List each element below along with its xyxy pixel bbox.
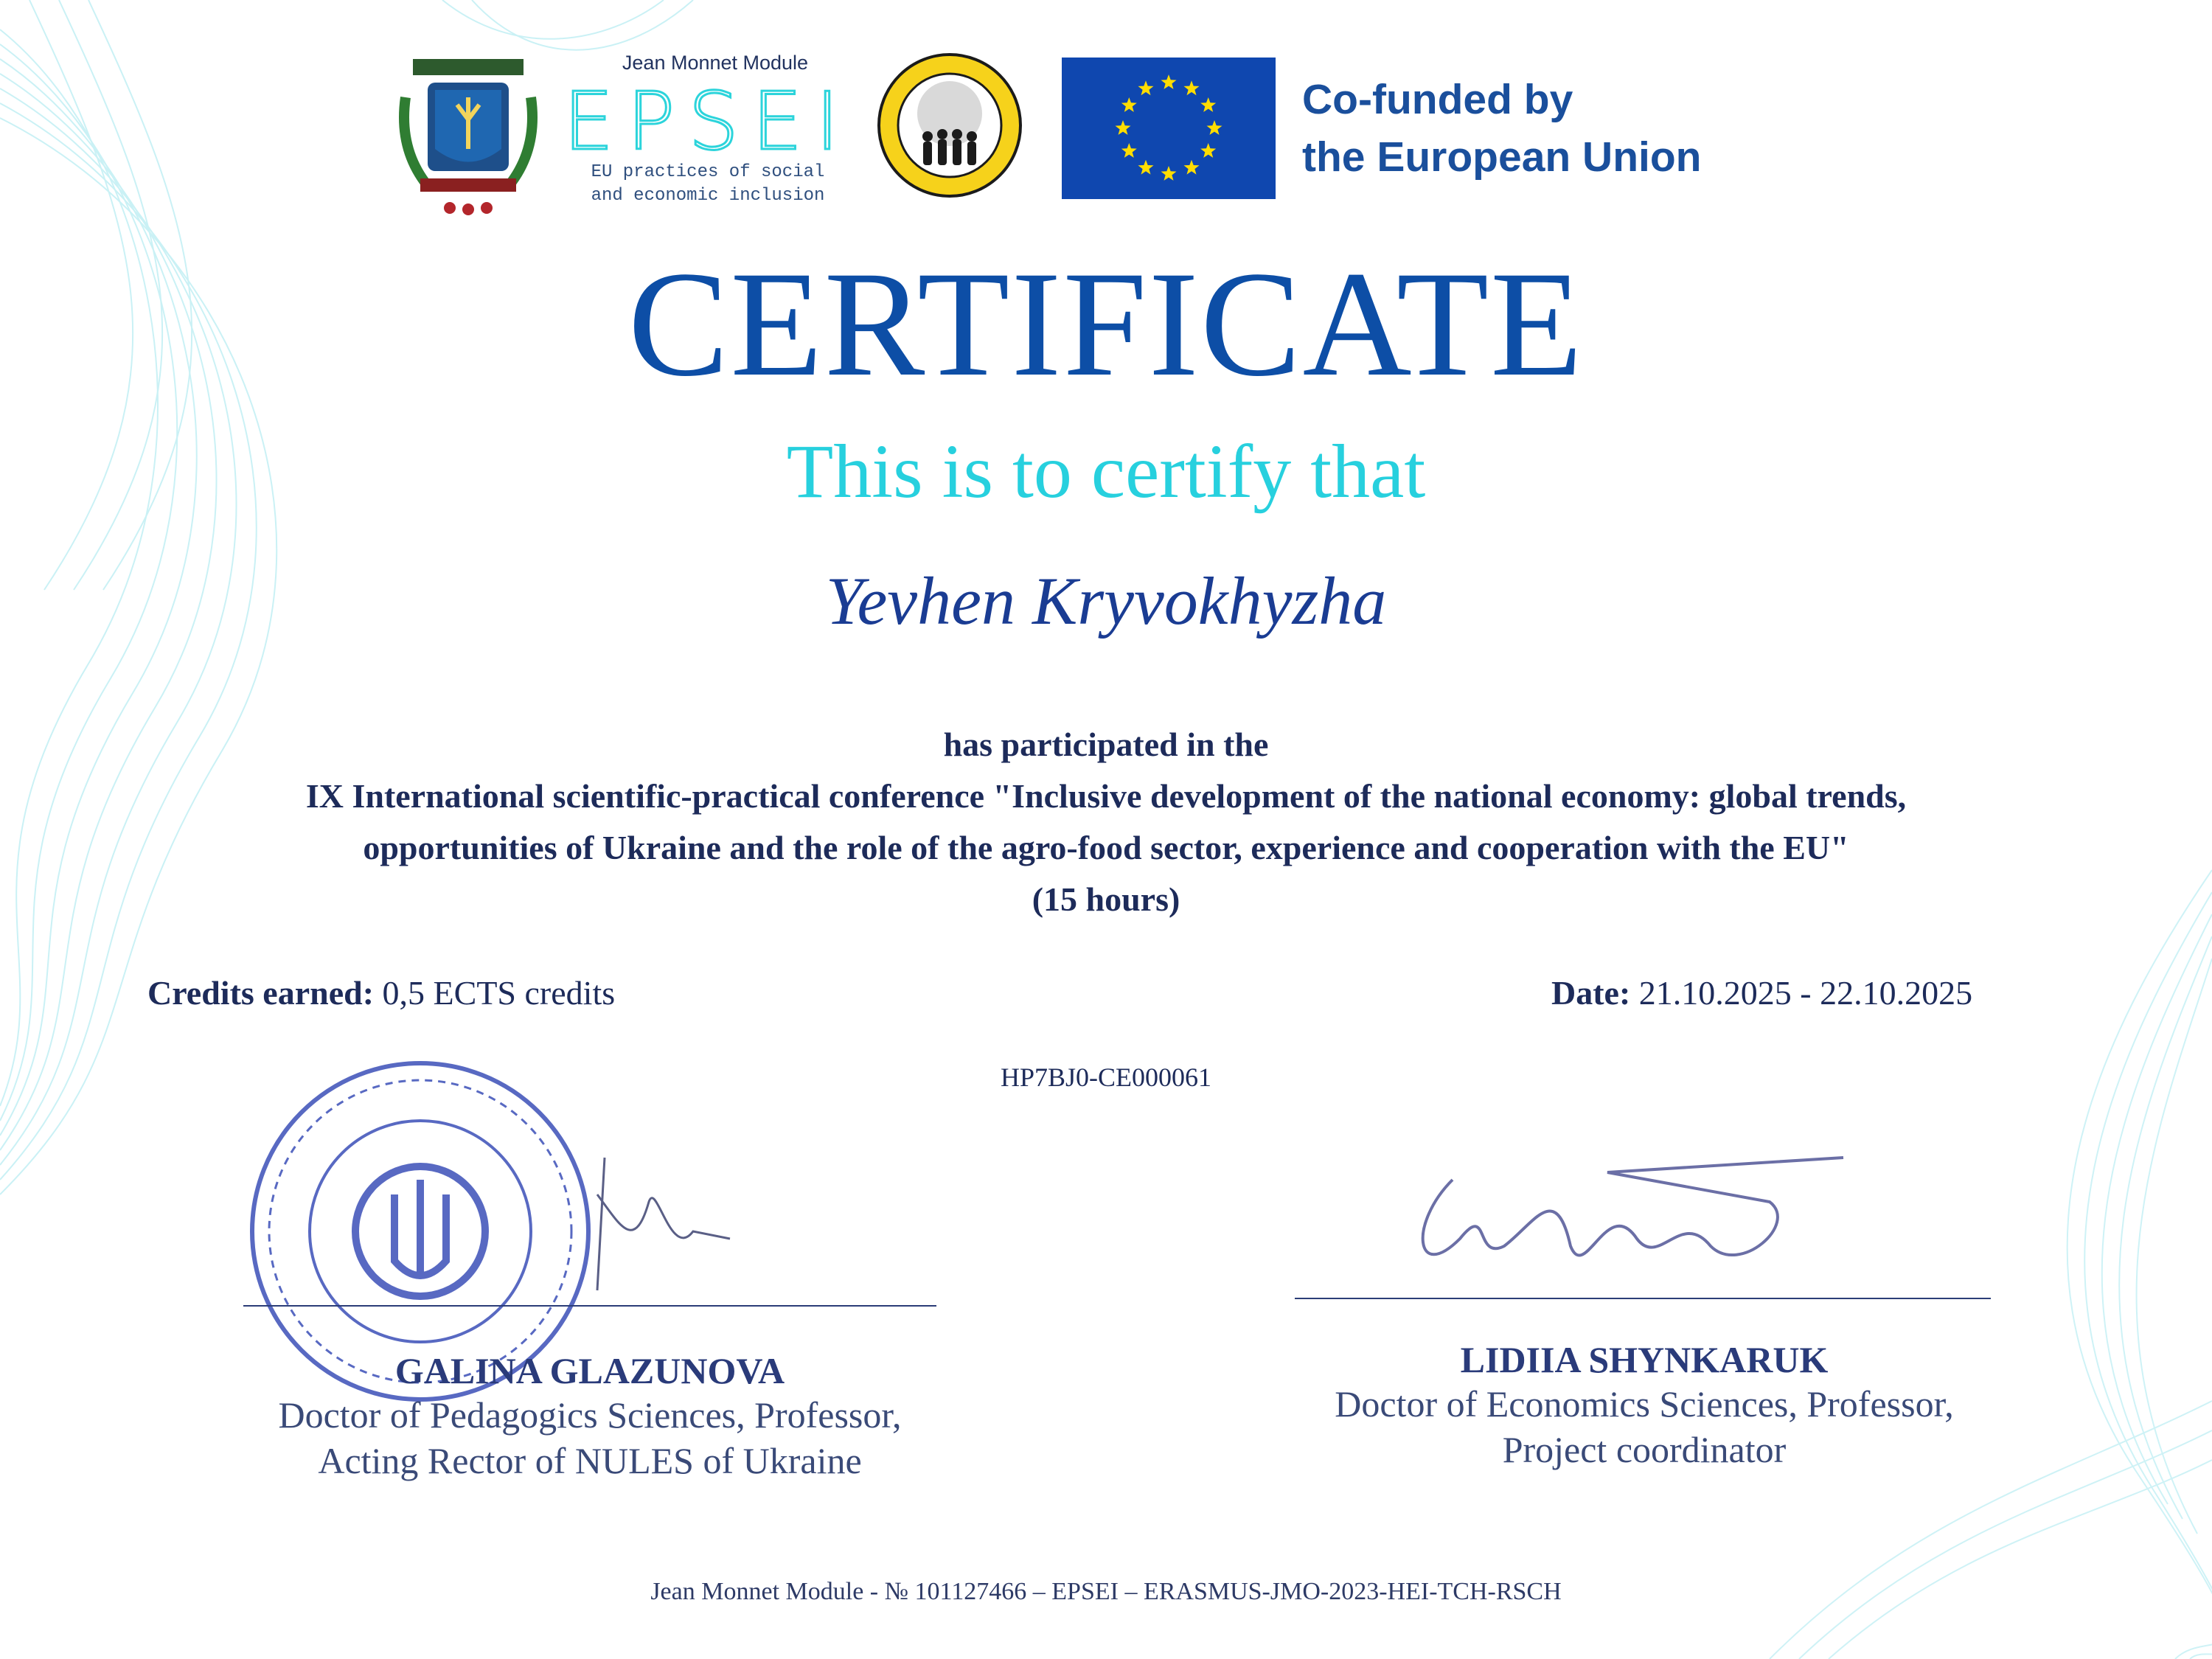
signatory-left-role1: Doctor of Pedagogics Sciences, Professor, — [278, 1394, 902, 1436]
signatory-right-name: LIDIIA SHYNKARUK — [1460, 1339, 1829, 1380]
event-date — [1551, 973, 1972, 1012]
svg-text:EPSEI: EPSEI — [563, 81, 853, 162]
event-description — [0, 719, 2212, 925]
recipient-name: Yevhen Kryvokhyzha — [825, 563, 1387, 639]
credits-earned — [147, 973, 615, 1012]
date-label: Date: — [1551, 974, 1631, 1012]
participated-line: has participated in the — [943, 726, 1269, 763]
signatory-left-role2: Acting Rector of NULES of Ukraine — [318, 1440, 862, 1481]
signatory-left — [258, 1349, 922, 1484]
signatory-left-name: GALINA GLAZUNOVA — [394, 1350, 785, 1391]
credits-label: Credits earned: — [147, 974, 375, 1012]
certify-line: This is to certify that — [786, 429, 1426, 514]
credits-value: 0,5 ECTS credits — [382, 974, 616, 1012]
signature-right — [1386, 1135, 1858, 1312]
signatory-right-role1: Doctor of Economics Sciences, Professor, — [1335, 1383, 1954, 1425]
jean-monnet-title: Jean Monnet Module — [622, 52, 809, 74]
event-hours: (15 hours) — [1032, 880, 1180, 918]
eu-cofunded-text — [1302, 71, 1702, 186]
signatory-right — [1298, 1338, 1991, 1472]
epsei-subtitle — [560, 161, 855, 208]
epsei-subtitle-line1: EU practices of social — [591, 162, 825, 182]
signature-line-right — [1295, 1298, 1991, 1299]
footer-project-info: Jean Monnet Module - № 101127466 – EPSEI – ERASMUS-JMO-2023-HEI-TCH-RSCH — [650, 1578, 1562, 1605]
date-value: 21.10.2025 - 22.10.2025 — [1638, 974, 1973, 1012]
event-line2: opportunities of Ukraine and the role of the agro-food sector, experience and cooperation with the EU" — [363, 829, 1849, 866]
epsei-subtitle-line2: and economic inclusion — [591, 186, 825, 206]
eu-text-line2: the European Union — [1302, 133, 1702, 181]
signature-line-left — [243, 1305, 936, 1307]
event-line1: IX International scientific-practical conference "Inclusive development of the national economy: global trends, — [305, 777, 1907, 815]
epsei-logo — [560, 81, 855, 162]
certificate-id: HP7BJ0-CE000061 — [1000, 1062, 1212, 1092]
certificate-title: CERTIFICATE — [627, 240, 1585, 408]
eu-flag-icon — [1062, 58, 1276, 199]
nules-crest-icon — [398, 53, 538, 223]
department-emblem-icon — [876, 52, 1023, 199]
eu-text-line1: Co-funded by — [1302, 76, 1573, 123]
signatory-right-role2: Project coordinator — [1502, 1429, 1787, 1470]
signature-left — [575, 1150, 737, 1298]
